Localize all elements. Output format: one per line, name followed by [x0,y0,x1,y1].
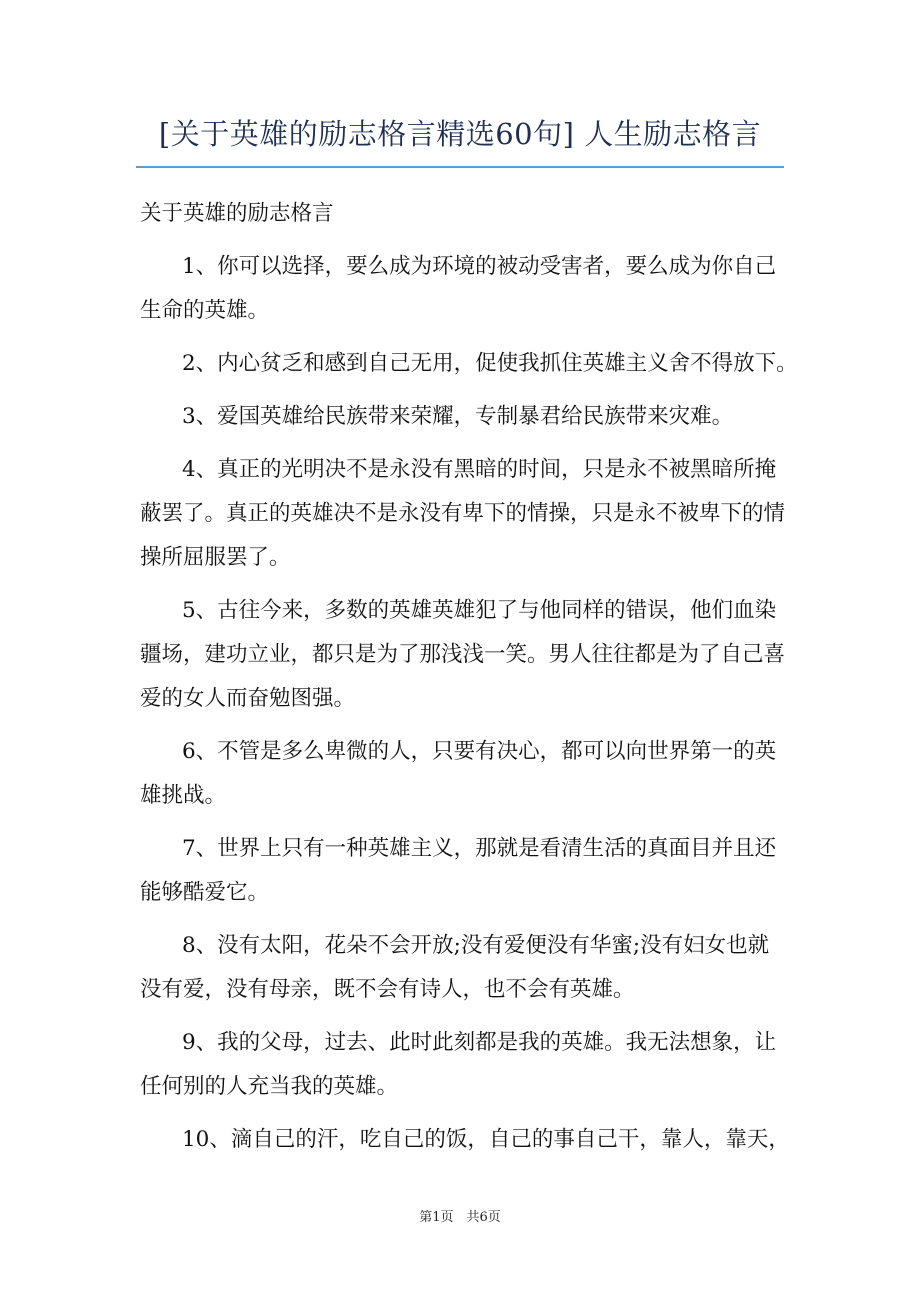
quote-line: 操所屈服罢了。 [140,545,291,570]
document-title: [关于英雄的励志格言精选60句] 人生励志格言 [158,117,762,151]
quote-line: 9、我的父母，过去、此时此刻都是我的英雄。我无法想象，让 [182,1030,777,1055]
quote-line: 1、你可以选择，要么成为环境的被动受害者，要么成为你自己 [182,254,777,279]
quote-line: 5、古往今来，多数的英雄英雄犯了与他同样的错误，他们血染 [182,598,777,623]
quote-line: 雄挑战。 [140,783,227,808]
quote-item [140,924,800,1012]
quote-line: 生命的英雄。 [140,298,270,323]
quote-line: 疆场，建功立业，都只是为了那浅浅一笑。男人往往都是为了自己喜 [140,642,786,667]
quote-line: 2、内心贫乏和感到自己无用，促使我抓住英雄主义舍不得放下。 [182,351,798,376]
quote-item [140,245,800,333]
quote-item [140,342,800,386]
page-footer: 第1页 共6页 [419,1210,501,1225]
quote-line: 没有爱，没有母亲，既不会有诗人，也不会有英雄。 [140,977,635,1002]
quote-list [140,245,800,1162]
quote-item [140,1021,800,1109]
quote-line: 爱的女人而奋勉图强。 [140,686,356,711]
quote-item [140,589,800,721]
document-body [140,192,800,1162]
quote-line: 蔽罢了。真正的英雄决不是永没有卑下的情操，只是永不被卑下的情 [140,501,786,526]
quote-line: 10、滴自己的汗，吃自己的饭，自己的事自己干，靠人，靠天， [182,1127,790,1152]
quote-line: 能够酷爱它。 [140,880,270,905]
quote-item [140,1118,800,1162]
quote-item [140,448,800,580]
quote-item [140,395,800,439]
quote-line: 任何别的人充当我的英雄。 [140,1074,399,1099]
quote-line: 4、真正的光明决不是永没有黑暗的时间，只是永不被黑暗所掩 [182,457,777,482]
quote-item [140,730,800,818]
quote-item [140,827,800,915]
section-heading: 关于英雄的励志格言 [140,201,334,226]
title-divider [136,166,784,168]
quote-line: 8、没有太阳，花朵不会开放;没有爱便没有华蜜;没有妇女也就 [182,933,770,958]
quote-line: 7、世界上只有一种英雄主义，那就是看清生活的真面目并且还 [182,836,777,861]
quote-line: 6、不管是多么卑微的人，只要有决心，都可以向世界第一的英 [182,739,777,764]
quote-line: 3、爱国英雄给民族带来荣耀，专制暴君给民族带来灾难。 [182,404,734,429]
